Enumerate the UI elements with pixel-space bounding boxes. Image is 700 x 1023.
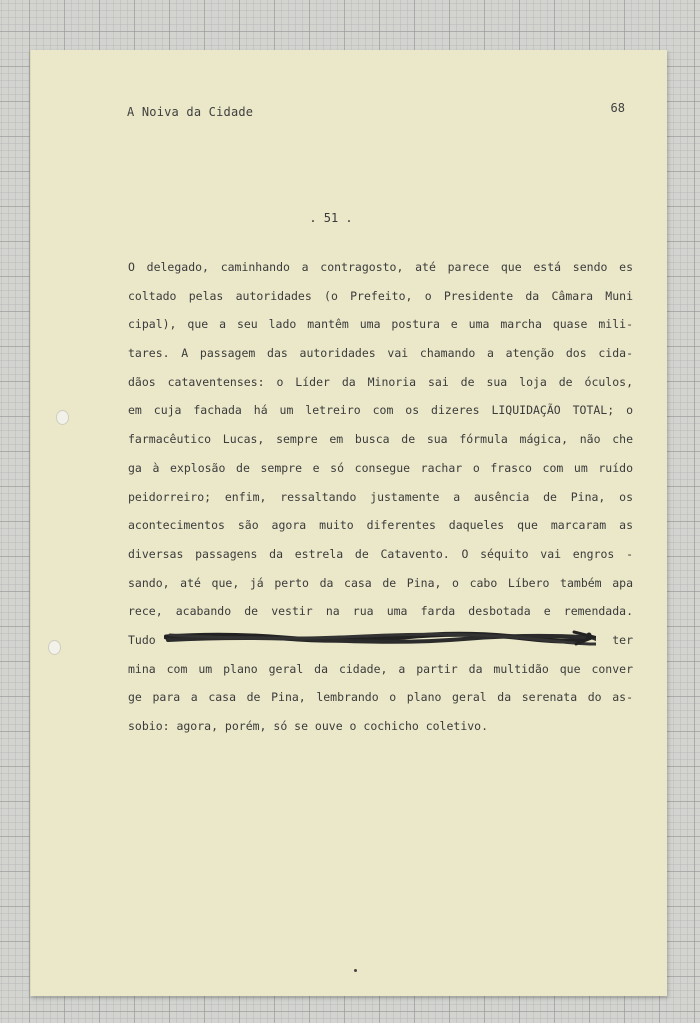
text-line: cipal), que a seu lado mantêm uma postura e uma marcha quase mili- xyxy=(128,317,633,332)
punch-hole xyxy=(48,640,61,655)
text-line: acontecimentos são agora muito diferentes daqueles que marcaram as xyxy=(128,518,633,533)
text-line: ge para a casa de Pina, lembrando o plano geral da serenata do as- xyxy=(128,690,633,705)
body-text xyxy=(128,260,633,748)
text-line: diversas passagens da estrela de Catavento. O séquito vai engros - xyxy=(128,546,633,561)
text-line: rece, acabando de vestir na rua uma farda desbotada e remendada. xyxy=(128,604,633,619)
text-line: farmacêutico Lucas, sempre em busca de sua fórmula mágica, não che xyxy=(128,432,633,447)
text-line: em cuja fachada há um letreiro com os dizeres LIQUIDAÇÃO TOTAL; o xyxy=(128,403,633,418)
text-line: mina com um plano geral da cidade, a partir da multidão que conver xyxy=(128,661,633,676)
text-line: tares. A passagem das autoridades vai chamando a atenção dos cida- xyxy=(128,346,633,361)
text-line: O delegado, caminhando a contragosto, até parece que está sendo es xyxy=(128,260,633,274)
text-line: ga à explosão de sempre e só consegue rachar o frasco com um ruído xyxy=(128,460,633,475)
page-number: 68 xyxy=(610,101,625,115)
punch-hole xyxy=(56,410,69,425)
text-line: peidorreiro; enfim, ressaltando justamente a ausência de Pina, os xyxy=(128,489,633,504)
scene-number: . 51 . xyxy=(309,211,353,225)
ink-dot xyxy=(354,969,357,972)
text-line: dãos cataventenses: o Líder da Minoria sai de sua loja de óculos, xyxy=(128,374,633,389)
struck-line xyxy=(128,633,633,662)
strikeout-mark xyxy=(164,628,596,650)
text-line: sobio: agora, porém, só se ouve o cochicho coletivo. xyxy=(128,719,489,733)
text-line: coltado pelas autoridades (o Prefeito, o Presidente da Câmara Muni xyxy=(128,288,633,303)
text-line: Tudo ter xyxy=(128,632,633,647)
running-title: A Noiva da Cidade xyxy=(127,105,254,119)
typewritten-page xyxy=(30,50,667,996)
text-line: sando, até que, já perto da casa de Pina, o cabo Líbero também apa xyxy=(128,575,633,590)
